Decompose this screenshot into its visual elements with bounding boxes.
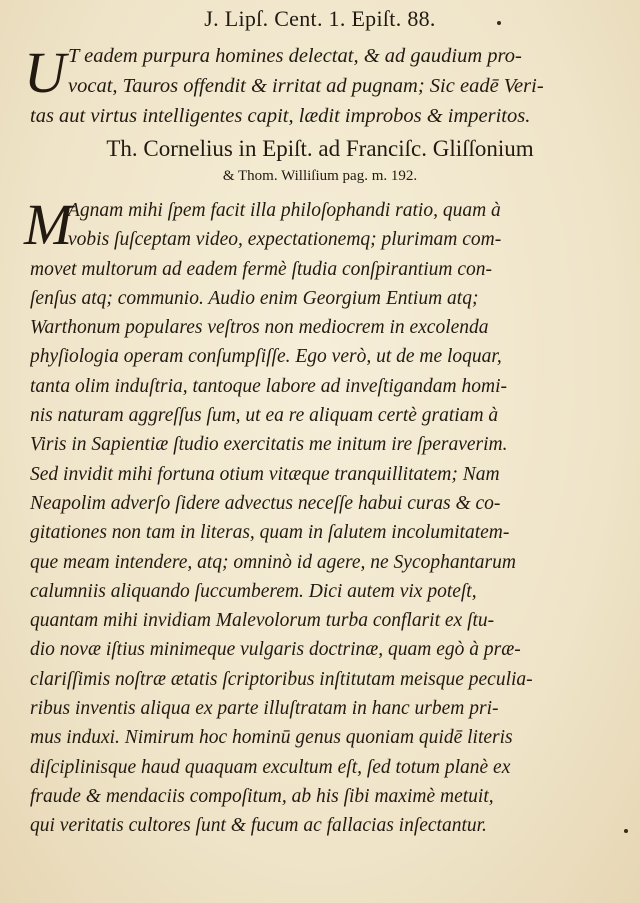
- letter-line: Viris in Sapientiæ ſtudio exercitatis me initum ire ſperaverim.: [30, 434, 508, 456]
- letter-line: calumniis aliquando ſuccumberem. Dici autem vix poteſt,: [30, 580, 477, 602]
- letter-line: mus induxi. Nimirum hoc hominū genus quoniam quidē literis: [30, 727, 513, 749]
- quote-line: tas aut virtus intelligentes capit, lædit improbos & imperitos.: [30, 104, 531, 127]
- letter-line: diſciplinisque haud quaquam excultum eſt, ſed totum planè ex: [30, 756, 511, 778]
- letter-line: movet multorum ad eadem fermè ſtudia conſpirantium con-: [30, 258, 492, 280]
- letter-line: tanta olim induſtria, tantoque labore ad inveſtigandam homi-: [30, 375, 507, 397]
- dropcap-m: M: [24, 192, 73, 257]
- letter-line: Sed invidit mihi fortuna otium vitæque tranquillitatem; Nam: [30, 463, 500, 485]
- letter-line: nis naturam aggreſſus ſum, ut ea re aliquam certè gratiam à: [30, 405, 499, 427]
- ink-speck: [497, 21, 501, 25]
- letter-line: quantam mihi invidiam Malevolorum turba conflarit ex ſtu-: [30, 610, 495, 632]
- letter-line: Warthonum populares veſtros non mediocrem in excolenda: [30, 317, 489, 339]
- letter-line: ribus inventis aliqua ex parte illuſtratam in hanc urbem pri-: [30, 698, 499, 720]
- ink-speck: [624, 829, 628, 833]
- dropcap-u: U: [24, 40, 66, 105]
- opening-quote: [24, 40, 614, 131]
- letter-line: Agnam mihi ſpem facit illa philoſophandi ratio, quam à: [68, 200, 501, 221]
- letter-line: clariſſimis noſtræ ætatis ſcriptoribus inſtitutam meisque peculia-: [30, 668, 533, 690]
- letter-line: que meam intendere, atq; omninò id agere, ne Sycophantarum: [30, 551, 516, 573]
- letter-line: Neapolim adverſo ſidere advectus neceſſe habui curas & co-: [30, 492, 501, 514]
- attribution-sub: & Thom. Williſium pag. m. 192.: [222, 168, 418, 184]
- letter-text: [24, 192, 614, 841]
- quote-line: T eadem purpura homines delectat, & ad gaudium pro-: [68, 45, 522, 67]
- letter-line: fraude & mendaciis compoſitum, ab his ſibi maximè metuit,: [30, 785, 494, 807]
- letter-line: ſenſus atq; communio. Audio enim Georgium Entium atq;: [30, 287, 479, 309]
- letter-line: qui veritatis cultores ſunt & fucum ac fallacias inſectantur.: [30, 815, 487, 837]
- letter-line: vobis ſuſceptam video, expectationemq; plurimam com-: [68, 229, 502, 251]
- attribution: Th. Cornelius in Epiſt. ad Franciſc. Gliſſonium: [106, 136, 534, 161]
- letter-line: dio novæ iſtius minimeque vulgaris doctrinæ, quam egò à præ-: [30, 639, 521, 661]
- running-header: J. Lipſ. Cent. 1. Epiſt. 88.: [204, 6, 436, 31]
- quote-line: vocat, Tauros offendit & irritat ad pugnam; Sic eadē Veri-: [68, 74, 544, 97]
- letter-line: gitationes non tam in literas, quam in ſalutem incolumitatem-: [30, 522, 510, 544]
- letter-line: phyſiologia operam conſumpſiſſe. Ego verò, ut de me loquar,: [30, 346, 502, 368]
